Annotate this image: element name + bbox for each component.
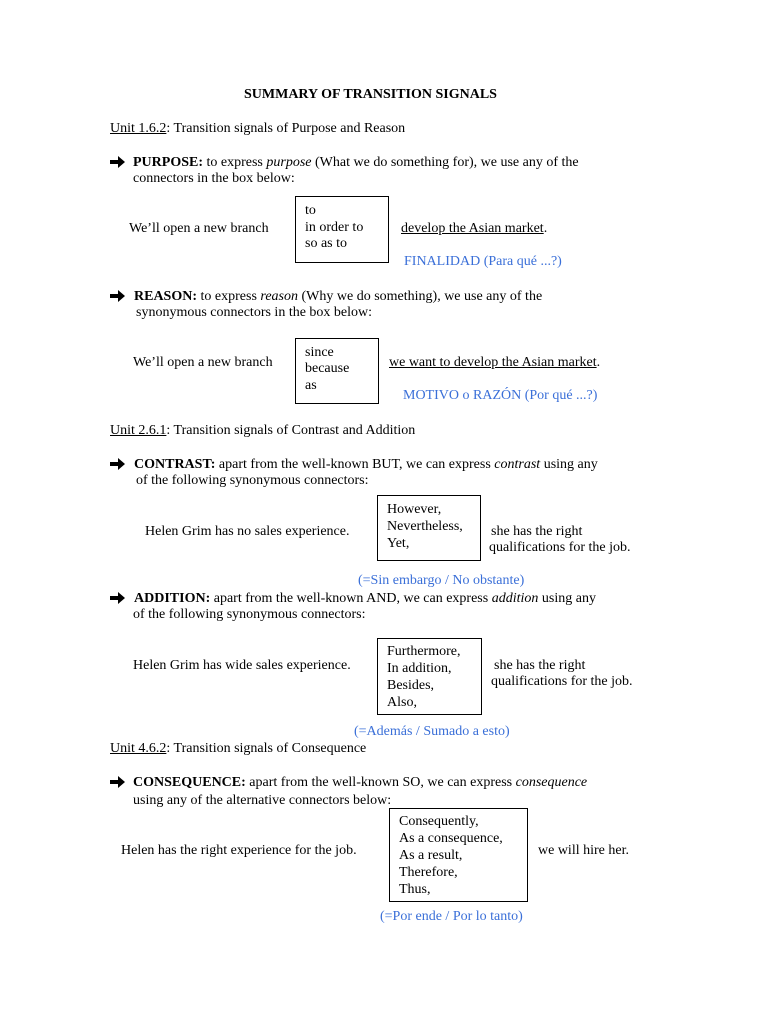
contrast-text-1: apart from the well-known BUT, we can express xyxy=(215,457,495,472)
connector-item: so as to xyxy=(305,236,347,251)
addition-emphasis: addition xyxy=(491,591,539,606)
connector-item: Nevertheless, xyxy=(387,519,463,534)
purpose-text-1: to express xyxy=(203,155,267,170)
arrow-right-icon xyxy=(110,775,126,789)
contrast-intro xyxy=(134,456,598,473)
reason-ending-dot: . xyxy=(596,355,601,370)
connector-item: Also, xyxy=(387,695,417,710)
reason-intro-line2: synonymous connectors in the box below: xyxy=(136,305,373,320)
addition-intro xyxy=(134,590,596,607)
purpose-note: FINALIDAD (Para qué ...?) xyxy=(404,254,562,269)
reason-ending xyxy=(389,354,600,371)
contrast-connector-box xyxy=(377,495,481,561)
unit-code: Unit 1.6.2 xyxy=(110,121,167,136)
unit-title: : Transition signals of Consequence xyxy=(166,741,367,756)
purpose-ending xyxy=(401,220,547,237)
page-title: SUMMARY OF TRANSITION SIGNALS xyxy=(244,87,497,102)
addition-sentence: Helen Grim has wide sales experience. xyxy=(133,658,351,673)
connector-item: In addition, xyxy=(387,661,452,676)
addition-connector-box xyxy=(377,638,482,715)
arrow-right-icon xyxy=(110,289,126,303)
contrast-ending-line1: she has the right xyxy=(491,524,583,539)
connector-item: Furthermore, xyxy=(387,644,461,659)
contrast-sentence: Helen Grim has no sales experience. xyxy=(145,524,350,539)
connector-item: as xyxy=(305,378,317,393)
reason-note: MOTIVO o RAZÓN (Por qué ...?) xyxy=(403,388,598,403)
purpose-emphasis: purpose xyxy=(266,155,312,170)
purpose-label: PURPOSE: xyxy=(133,155,203,170)
unit-heading-3 xyxy=(110,740,366,757)
unit-title: : Transition signals of Contrast and Addition xyxy=(166,423,416,438)
addition-intro-line2: of the following synonymous connectors: xyxy=(133,607,366,622)
consequence-intro-line2: using any of the alternative connectors below: xyxy=(133,793,392,808)
unit-heading-1 xyxy=(110,120,405,137)
connector-item: However, xyxy=(387,502,442,517)
unit-heading-2 xyxy=(110,422,415,439)
connector-item: Consequently, xyxy=(399,814,479,829)
contrast-label: CONTRAST: xyxy=(134,457,216,472)
arrow-right-icon xyxy=(110,591,126,605)
addition-ending-line1: she has the right xyxy=(494,658,586,673)
reason-ending-text: we want to develop the Asian market xyxy=(389,355,597,370)
reason-sentence: We’ll open a new branch xyxy=(133,355,273,370)
connector-item: As a result, xyxy=(399,848,463,863)
contrast-intro-line2: of the following synonymous connectors: xyxy=(136,473,369,488)
addition-text-1: apart from the well-known AND, we can express xyxy=(210,591,492,606)
contrast-emphasis: contrast xyxy=(494,457,541,472)
consequence-connector-box xyxy=(389,808,528,902)
purpose-intro xyxy=(133,154,579,171)
addition-ending-line2: qualifications for the job. xyxy=(491,674,633,689)
connector-item: in order to xyxy=(305,220,364,235)
contrast-text-2: using any xyxy=(540,457,598,472)
connector-item: Besides, xyxy=(387,678,435,693)
consequence-sentence: Helen has the right experience for the job. xyxy=(121,843,357,858)
connector-item: because xyxy=(305,361,350,376)
purpose-ending-text: develop the Asian market xyxy=(401,221,544,236)
consequence-intro xyxy=(133,774,587,791)
connector-item: Therefore, xyxy=(399,865,458,880)
connector-item: to xyxy=(305,203,316,218)
arrow-right-icon xyxy=(110,155,126,169)
reason-label: REASON: xyxy=(134,289,198,304)
purpose-ending-dot: . xyxy=(543,221,548,236)
consequence-note: (=Por ende / Por lo tanto) xyxy=(380,909,523,924)
reason-connector-box xyxy=(295,338,379,404)
reason-text-1: to express xyxy=(197,289,261,304)
addition-text-2: using any xyxy=(538,591,596,606)
consequence-label: CONSEQUENCE: xyxy=(133,775,246,790)
addition-note: (=Además / Sumado a esto) xyxy=(354,724,510,739)
purpose-connector-box xyxy=(295,196,389,263)
unit-title: : Transition signals of Purpose and Reason xyxy=(166,121,406,136)
connector-item: since xyxy=(305,345,334,360)
consequence-text-1: apart from the well-known SO, we can express xyxy=(245,775,516,790)
connector-item: As a consequence, xyxy=(399,831,503,846)
unit-code: Unit 4.6.2 xyxy=(110,741,167,756)
unit-code: Unit 2.6.1 xyxy=(110,423,167,438)
addition-label: ADDITION: xyxy=(134,591,211,606)
consequence-ending: we will hire her. xyxy=(538,843,629,858)
reason-emphasis: reason xyxy=(260,289,298,304)
reason-intro xyxy=(134,288,542,305)
connector-item: Thus, xyxy=(399,882,431,897)
purpose-text-2: (What we do something for), we use any of the xyxy=(311,155,579,170)
contrast-note: (=Sin embargo / No obstante) xyxy=(358,573,525,588)
purpose-sentence: We’ll open a new branch xyxy=(129,221,269,236)
reason-text-2: (Why we do something), we use any of the xyxy=(298,289,543,304)
arrow-right-icon xyxy=(110,457,126,471)
consequence-emphasis: consequence xyxy=(515,775,588,790)
contrast-ending-line2: qualifications for the job. xyxy=(489,540,631,555)
purpose-intro-line2: connectors in the box below: xyxy=(133,171,295,186)
connector-item: Yet, xyxy=(387,536,410,551)
